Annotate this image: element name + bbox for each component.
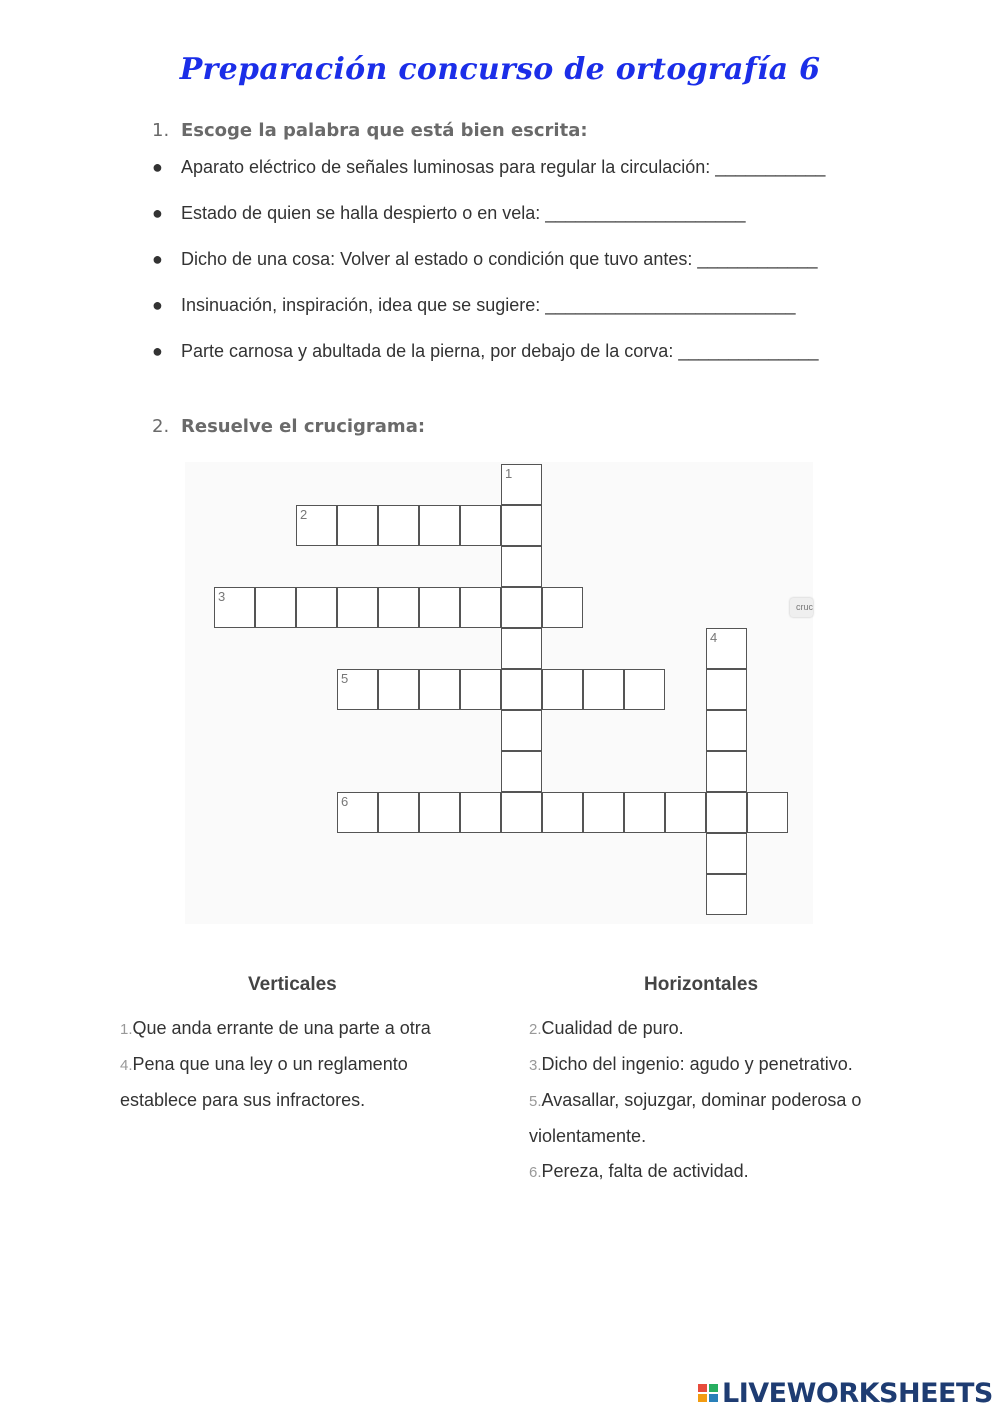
list-item [152, 157, 825, 178]
section-2-heading [152, 416, 425, 437]
crossword-cell-number: 4 [710, 630, 718, 645]
crossword-cell[interactable] [706, 792, 747, 833]
list-item [152, 249, 817, 270]
crossword-cell[interactable] [460, 669, 501, 710]
question-text[interactable]: Aparato eléctrico de señales luminosas para regular la circulación: ___________ [181, 157, 826, 177]
crossword-cell[interactable] [665, 792, 706, 833]
crossword-cell[interactable] [419, 587, 460, 628]
crossword-cell[interactable] [542, 587, 583, 628]
crossword-cell[interactable] [337, 669, 378, 710]
clue-text: Pereza, falta de actividad. [541, 1161, 749, 1181]
crossword-cell[interactable] [706, 628, 747, 669]
crossword-cell[interactable] [337, 587, 378, 628]
clue-item [120, 1047, 465, 1118]
crossword-cell[interactable] [583, 792, 624, 833]
crossword-cell[interactable] [706, 833, 747, 874]
clue-item [529, 1083, 889, 1154]
liveworksheets-logo [698, 1376, 993, 1410]
crossword-cell-number: 6 [341, 794, 349, 809]
crossword-cell[interactable] [501, 710, 542, 751]
crossword-cell[interactable] [419, 669, 460, 710]
question-text[interactable]: Estado de quien se halla despierto o en vela: ____________________ [181, 203, 746, 223]
question-text[interactable]: Insinuación, inspiración, idea que se sugiere: _________________________ [181, 295, 796, 315]
clue-number: 5. [529, 1093, 542, 1110]
clue-item [529, 1011, 889, 1047]
vertical-clues [120, 1011, 465, 1118]
crossword-cell[interactable] [624, 669, 665, 710]
section-1-heading [152, 120, 588, 141]
crossword-cell[interactable] [583, 669, 624, 710]
crossword-cell-number: 3 [218, 589, 226, 604]
section-2-number: 2. [152, 416, 170, 437]
list-item [152, 295, 796, 316]
horizontal-clues [529, 1011, 889, 1190]
bullet-icon: ● [152, 341, 163, 361]
crossword-cell[interactable] [706, 669, 747, 710]
bullet-icon: ● [152, 249, 163, 269]
clue-text: Que anda errante de una parte a otra [132, 1018, 431, 1038]
crossword-cell[interactable] [542, 669, 583, 710]
crossword-cell[interactable] [378, 669, 419, 710]
crossword-cell[interactable] [296, 505, 337, 546]
crossword-cell-number: 5 [341, 671, 349, 686]
crossword-cell[interactable] [501, 751, 542, 792]
crossword-cell[interactable] [460, 505, 501, 546]
crossword-cell[interactable] [624, 792, 665, 833]
crossword-cell[interactable] [378, 587, 419, 628]
vertical-clues-heading: Verticales [248, 974, 337, 995]
clue-number: 4. [120, 1057, 133, 1074]
crossword-cell-number: 2 [300, 507, 308, 522]
section-2-heading-text: Resuelve el crucigrama: [181, 416, 426, 437]
crossword-cell[interactable] [255, 587, 296, 628]
section-1-heading-text: Escoge la palabra que está bien escrita: [181, 120, 588, 141]
crossword-cell[interactable] [542, 792, 583, 833]
crossword-cell[interactable] [460, 587, 501, 628]
crossword-cell[interactable] [747, 792, 788, 833]
crossword-cell[interactable] [378, 505, 419, 546]
clue-text: Dicho del ingenio: agudo y penetrativo. [541, 1054, 853, 1074]
crossword-cell[interactable] [337, 505, 378, 546]
crossword-cell[interactable] [501, 587, 542, 628]
question-text[interactable]: Dicho de una cosa: Volver al estado o condición que tuvo antes: ____________ [181, 249, 818, 269]
crossword-cell-number: 1 [505, 466, 513, 481]
bullet-icon: ● [152, 203, 163, 223]
list-item [152, 341, 818, 362]
logo-text: LIVEWORKSHEETS [722, 1377, 993, 1409]
clue-number: 3. [529, 1057, 542, 1074]
crossword-cell[interactable] [706, 710, 747, 751]
question-text[interactable]: Parte carnosa y abultada de la pierna, por debajo de la corva: ______________ [181, 341, 819, 361]
clue-text: Pena que una ley o un reglamento establece para sus infractores. [120, 1054, 408, 1110]
logo-blocks-icon [698, 1384, 718, 1402]
crossword-cell[interactable] [214, 587, 255, 628]
crossword-tag: cruc [790, 598, 813, 617]
crossword-cell[interactable] [501, 464, 542, 505]
clue-number: 6. [529, 1164, 542, 1181]
bullet-icon: ● [152, 295, 163, 315]
crossword-cell[interactable] [460, 792, 501, 833]
list-item [152, 203, 745, 224]
clue-item [529, 1047, 889, 1083]
crossword-cell[interactable] [378, 792, 419, 833]
clue-text: Cualidad de puro. [541, 1018, 684, 1038]
crossword-cell[interactable] [501, 628, 542, 669]
page-title: Preparación concurso de ortografía 6 [179, 52, 821, 87]
clue-item [529, 1154, 889, 1190]
crossword-cell[interactable] [296, 587, 337, 628]
clue-text: Avasallar, sojuzgar, dominar poderosa o violentamente. [529, 1090, 862, 1146]
crossword-cell[interactable] [419, 792, 460, 833]
clue-number: 1. [120, 1021, 133, 1038]
bullet-icon: ● [152, 157, 163, 177]
clue-item [120, 1011, 465, 1047]
crossword-cell[interactable] [337, 792, 378, 833]
crossword-cell[interactable] [419, 505, 460, 546]
horizontal-clues-heading: Horizontales [644, 974, 759, 995]
crossword-cell[interactable] [501, 792, 542, 833]
crossword-cell[interactable] [501, 669, 542, 710]
crossword-cell[interactable] [706, 751, 747, 792]
crossword-cell[interactable] [501, 505, 542, 546]
clue-number: 2. [529, 1021, 542, 1038]
crossword-cell[interactable] [706, 874, 747, 915]
section-1-number: 1. [152, 120, 170, 141]
crossword-cell[interactable] [501, 546, 542, 587]
